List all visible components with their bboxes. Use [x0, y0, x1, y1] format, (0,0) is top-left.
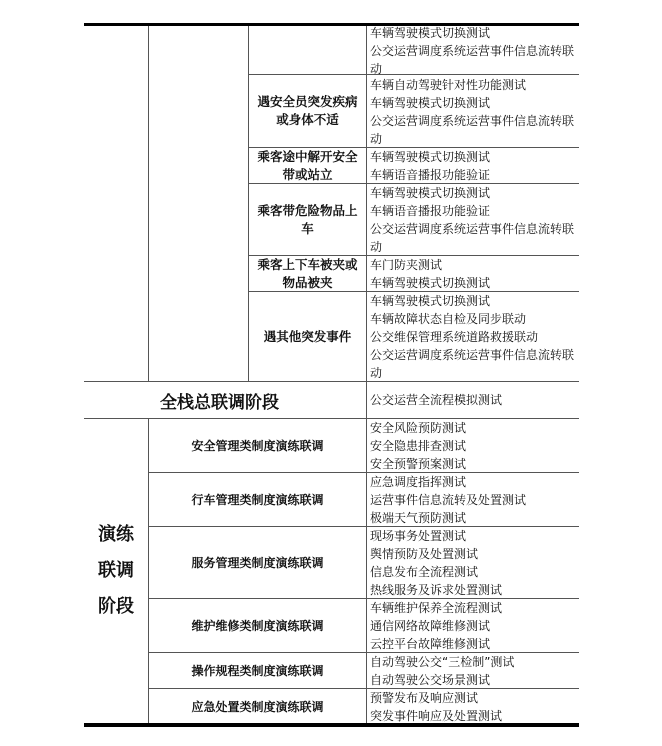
test-item: 自动驾驶公交场景测试	[370, 673, 491, 687]
test-item: 安全风险预防测试	[370, 421, 467, 435]
test-item: 车辆驾驶模式切换测试	[370, 26, 491, 40]
test-item: 极端天气预防测试	[370, 511, 467, 525]
test-list	[370, 256, 578, 292]
test-item: 突发事件响应及处置测试	[370, 709, 503, 723]
stage-drill-line: 演练	[98, 524, 134, 545]
scenario-cell	[249, 75, 366, 147]
test-item: 公交运营全流程模拟测试	[370, 393, 503, 407]
col-divider-1	[148, 26, 149, 381]
drill-name-cell	[149, 653, 366, 688]
test-item: 云控平台故障维修测试	[370, 637, 491, 651]
test-item: 车辆语音播报功能验证	[370, 168, 491, 182]
test-item: 应急调度指挥测试	[370, 475, 467, 489]
test-item: 通信网络故障维修测试	[370, 619, 491, 633]
test-list	[370, 24, 578, 78]
test-item: 公交运营调度系统运营事件信息流转联动	[370, 348, 575, 380]
test-list	[370, 653, 578, 689]
drill-name: 安全管理类制度演练联调	[191, 439, 324, 453]
test-list	[370, 473, 578, 527]
stage-full-stack	[148, 382, 366, 418]
drill-name: 操作规程类制度演练联调	[191, 664, 324, 678]
test-list	[370, 599, 578, 653]
test-list	[370, 148, 578, 184]
test-item: 车辆自动驾驶针对性功能测试	[370, 78, 527, 92]
test-item: 现场事务处置测试	[370, 529, 467, 543]
test-list	[370, 419, 578, 473]
scenario-label: 遇其他突发事件	[263, 328, 352, 344]
test-item: 车门防夹测试	[370, 258, 443, 272]
test-list	[370, 76, 578, 148]
test-item: 运营事件信息流转及处置测试	[370, 493, 527, 507]
drill-name-cell	[149, 689, 366, 723]
scenario-label: 乘客途中解开安全带或站立	[257, 148, 358, 182]
test-list	[370, 527, 578, 599]
stage-drill-line: 联调	[98, 560, 134, 581]
test-list	[370, 292, 578, 382]
scenario-cell	[249, 256, 366, 291]
test-item: 车辆维护保养全流程测试	[370, 601, 503, 615]
test-list	[370, 391, 578, 409]
col-divider-3	[366, 26, 367, 723]
test-item: 车辆语音播报功能验证	[370, 204, 491, 218]
test-item: 车辆驾驶模式切换测试	[370, 186, 491, 200]
test-item: 舆情预防及处置测试	[370, 547, 479, 561]
scenario-cell	[249, 292, 366, 381]
test-item: 车辆驾驶模式切换测试	[370, 96, 491, 110]
drill-name: 应急处置类制度演练联调	[191, 699, 324, 714]
scenario-label: 乘客带危险物品上车	[257, 202, 358, 236]
test-item: 车辆驾驶模式切换测试	[370, 150, 491, 164]
stage-label: 全栈总联调阶段	[160, 392, 279, 413]
test-item: 热线服务及诉求处置测试	[370, 583, 503, 597]
drill-name-cell	[149, 599, 366, 652]
drill-name-cell	[149, 419, 366, 472]
test-item: 信息发布全流程测试	[370, 565, 479, 579]
stage-drill	[84, 419, 148, 723]
test-item: 自动驾驶公交“三检制”测试	[370, 655, 515, 669]
test-item: 公交运营调度系统运营事件信息流转联动	[370, 222, 575, 254]
test-item: 公交运营调度系统运营事件信息流转联动	[370, 44, 575, 76]
test-item: 安全隐患排查测试	[370, 439, 467, 453]
drill-name: 行车管理类制度演练联调	[191, 493, 324, 507]
test-item: 安全预警预案测试	[370, 457, 467, 471]
test-item: 车辆驾驶模式切换测试	[370, 294, 491, 308]
drill-name: 服务管理类制度演练联调	[191, 556, 324, 570]
scenario-label: 遇安全员突发疾病或身体不适	[257, 94, 358, 127]
scenario-cell	[249, 184, 366, 255]
drill-name-cell	[149, 527, 366, 598]
scenario-label: 乘客上下车被夹或物品被夹	[257, 256, 358, 290]
drill-name-cell	[149, 473, 366, 526]
stage-drill-line: 阶段	[98, 596, 134, 617]
drill-name: 维护维修类制度演练联调	[191, 619, 324, 633]
test-item: 预警发布及响应测试	[370, 691, 479, 705]
test-item: 公交运营调度系统运营事件信息流转联动	[370, 114, 575, 146]
scenario-cell	[249, 148, 366, 183]
test-item: 公交维保管理系统道路救援联动	[370, 330, 539, 344]
test-item: 车辆故障状态自检及同步联动	[370, 312, 527, 326]
test-list	[370, 689, 578, 725]
test-list	[370, 184, 578, 256]
test-item: 车辆驾驶模式切换测试	[370, 276, 491, 290]
